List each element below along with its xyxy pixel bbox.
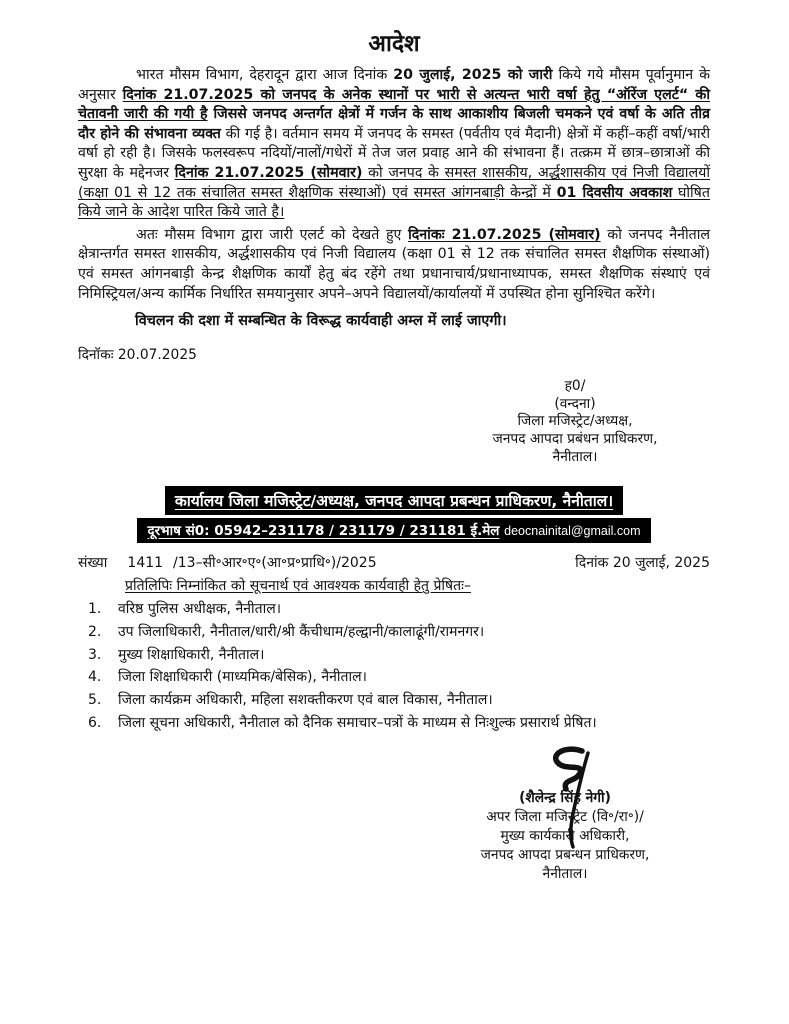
reference-date: दिनांक 20 जुलाई, 2025 bbox=[575, 555, 710, 572]
list-item bbox=[78, 621, 710, 644]
paragraph-weather-alert bbox=[78, 66, 710, 223]
list-item-number: 6. bbox=[88, 715, 102, 732]
list-item bbox=[78, 644, 710, 667]
signature-line: मुख्य कार्यकारी अधिकारी, bbox=[500, 827, 630, 844]
text-segment-bold: जिससे जनपद अन्तर्गत क्षेत्रों में गर्जन के साथ आकाशीय बिजली चमकने एवं वर्षा के अति तीव्र दौर होने की संभावना व्यक्त bbox=[78, 106, 710, 142]
text-segment: को जनपद नैनीताल क्षेत्रान्तर्गत समस्त शासकीय, अर्द्धशासकीय एवं निजी विद्यालय (कक्षा 01 से 12 तक संचालित समस्त शैक्षणिक संस्थाओं) एवं समस्त आंगनबाड़ी केन्द्र शैक्षणिक कार्यों हेतु बंद रहेंगे तथा प्रधानाचार्य/प्रधानाध्यापक, समस्त शैक्षणिक संस्थाएं एवं निमिस्ट्रियल/अन्य कार्मिक निर्धारित समयानुसार अपने–अपने विद्यालयों/कार्यालयों में उपस्थित होना सुनिश्चित करेंगे। bbox=[78, 226, 711, 302]
text-segment-underline: को जनपद के समस्त शासकीय, अर्द्धशासकीय एवं निजी विद्यालयों (कक्षा 01 से 12 तक संचालित समस्त शैक्षणिक संस्थाओं) एवं समस्त आंगनबाड़ी केन्द्रों में bbox=[78, 164, 710, 201]
copy-heading bbox=[125, 576, 710, 595]
reference-number bbox=[78, 553, 377, 572]
list-item-number: 2. bbox=[88, 623, 102, 640]
paragraph-closure-order bbox=[78, 226, 710, 304]
signature-line: (वन्दना) bbox=[554, 395, 596, 412]
office-banner-contact bbox=[137, 518, 650, 543]
list-item bbox=[78, 712, 710, 735]
phone-text: दूरभाष सं0: 05942–231178 / 231179 / 231181 ई.मेल bbox=[147, 523, 500, 540]
list-item bbox=[78, 666, 710, 689]
signature-block-additional-district-magistrate bbox=[430, 743, 700, 884]
list-item-text: जिला शिक्षाधिकारी (माध्यमिक/बेसिक), नैनीताल। bbox=[118, 669, 367, 686]
list-item-text: मुख्य शिक्षाधिकारी, नैनीताल। bbox=[118, 646, 265, 663]
text-segment-underline: घोषित किये जाने के आदेश पारित किये जाते है। bbox=[78, 184, 710, 221]
signature-line: अपर जिला मजिस्ट्रेट (वि॰/रा॰)/ bbox=[486, 808, 644, 825]
list-item-number: 1. bbox=[88, 601, 102, 618]
text-segment-bold-underline: दिनांक 21.07.2025 (सोमवार) bbox=[174, 164, 363, 181]
signature-line: नैनीताल। bbox=[542, 865, 588, 882]
signature-line: ह0/ bbox=[564, 378, 586, 395]
signature-line: नैनीताल। bbox=[552, 448, 598, 465]
warning-line: विचलन की दशा में सम्बन्धित के विरूद्ध कार्यवाही अम्ल में लाई जाएगी। bbox=[135, 313, 507, 330]
text-segment: भारत मौसम विभाग, देहरादून द्वारा आज दिनांक bbox=[136, 67, 394, 83]
list-item-text: जिला सूचना अधिकारी, नैनीताल को दैनिक समाचार–पत्रों के माध्यम से निःशुल्क प्रसारार्थ प्रेषित। bbox=[118, 715, 597, 732]
office-banner-title bbox=[165, 486, 623, 515]
signature-line: जिला मजिस्ट्रेट/अध्यक्ष, bbox=[517, 413, 633, 430]
text-segment: की गई है। वर्तमान समय में जनपद के समस्त (पर्वतीय एवं मैदानी) क्षेत्रों में कहीं–कहीं वर्षा/भारी वर्षा हो रही है। जिसके फलस्वरूप नदियों/नालों/गधेरों में तेज जल प्रवाह आने की संभावना हैं। तत्क्रम में छात्र–छात्राओं की सुरक्षा के मद्देनजर bbox=[78, 125, 711, 181]
list-item bbox=[78, 598, 710, 621]
office-banner-title-text: कार्यालय जिला मजिस्ट्रेट/अध्यक्ष, जनपद आपदा प्रबन्धन प्राधिकरण, नैनीताल। bbox=[174, 492, 614, 511]
list-item bbox=[78, 689, 710, 712]
reference-suffix: /13–सी॰आर॰ए॰(आ॰प्र॰प्राधि॰)/2025 bbox=[173, 555, 377, 572]
reference-serial: 1411 bbox=[127, 555, 164, 572]
list-item-number: 3. bbox=[88, 646, 102, 663]
reference-row bbox=[78, 553, 710, 572]
text-segment-bold-underline: 01 दिवसीय अवकाश bbox=[556, 184, 673, 201]
copy-heading-text: प्रतिलिपिः निम्नांकित को सूचनार्थ एवं आवश्यक कार्यवाही हेतु प्रेषितः– bbox=[125, 578, 471, 595]
text-segment-bold-underline: दिनांकः 21.07.2025 (सोमवार) bbox=[408, 226, 601, 243]
text-segment-bold-underline: दिनांक 21.07.2025 को जनपद के अनेक स्थानों पर भारी से अत्यन्त भारी वर्षा हेतु “ऑरेंज एलर्ट“ की चेतावनी जारी की गयी है bbox=[78, 86, 710, 123]
list-item-text: वरिष्ठ पुलिस अधीक्षक, नैनीताल। bbox=[118, 601, 282, 618]
text-segment: किये गये मौसम पूर्वानुमान के अनुसार bbox=[78, 67, 710, 103]
list-item-text: उप जिलाधिकारी, नैनीताल/धारी/श्री कैंचीधाम/हल्द्वानी/कालाढूंगी/रामनगर। bbox=[118, 623, 485, 640]
copy-list bbox=[78, 598, 710, 735]
list-item-text: जिला कार्यक्रम अधिकारी, महिला सशक्तीकरण एवं बाल विकास, नैनीताल। bbox=[118, 692, 493, 709]
office-banner bbox=[78, 486, 710, 543]
list-item-number: 4. bbox=[88, 669, 102, 686]
text-segment: अतः मौसम विभाग द्वारा जारी एलर्ट को देखते हुए bbox=[136, 226, 409, 243]
document-title: आदेश bbox=[368, 31, 420, 57]
list-item-number: 5. bbox=[88, 692, 102, 709]
signature-line: जनपद आपदा प्रबन्धन प्राधिकरण, bbox=[480, 846, 650, 863]
reference-label: संख्या bbox=[78, 555, 108, 572]
signature-line: जनपद आपदा प्रबंधन प्राधिकरण, bbox=[492, 430, 658, 447]
issue-date: दिनॉकः 20.07.2025 bbox=[78, 347, 197, 364]
email-text: deocnainital@gmail.com bbox=[504, 524, 641, 539]
signature-name: (शैलेन्द्र सिंह नेगी) bbox=[519, 789, 611, 806]
signature-block-district-magistrate bbox=[440, 378, 710, 466]
text-segment-bold: 20 जुलाई, 2025 को जारी bbox=[393, 67, 553, 83]
